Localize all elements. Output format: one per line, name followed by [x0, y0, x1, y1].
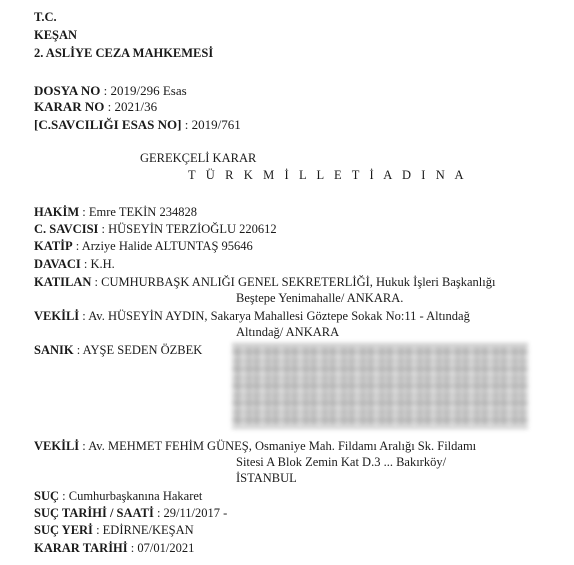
vekili-row-1	[34, 309, 470, 324]
katilan-row	[34, 275, 495, 290]
suc-tarihi-label: SUÇ TARİHİ / SAATİ	[34, 506, 154, 520]
sanik-value: : AYŞE SEDEN ÖZBEK	[76, 343, 203, 357]
hakim-label: HAKİM	[34, 205, 80, 219]
vekili-address-1: Altındağ/ ANKARA	[236, 325, 340, 339]
document-subtitle: T Ü R K M İ L L E T İ A D I N A	[188, 168, 468, 182]
karar-no-row	[34, 99, 157, 115]
karar-tarihi-label: KARAR TARİHİ	[34, 541, 128, 555]
redacted-block	[232, 343, 528, 429]
court-line-tc: T.C.	[34, 10, 57, 24]
vekili-row-2	[34, 439, 476, 454]
court-line-city: KEŞAN	[34, 28, 78, 42]
suc-tarihi-row	[34, 506, 227, 521]
katilan-address: Beştepe Yenimahalle/ ANKARA.	[236, 291, 404, 305]
katilan-label: KATILAN	[34, 275, 92, 289]
suc-yeri-label: SUÇ YERİ	[34, 523, 93, 537]
dosya-no-value: : 2019/296 Esas	[103, 83, 187, 98]
suc-yeri-row	[34, 523, 194, 538]
vekili-label-2: VEKİLİ	[34, 439, 80, 453]
suc-value: : Cumhurbaşkanına Hakaret	[62, 489, 203, 503]
suc-row	[34, 489, 202, 504]
hakim-value: : Emre TEKİN 234828	[82, 205, 197, 219]
katip-value: : Arziye Halide ALTUNTAŞ 95646	[75, 239, 253, 253]
dosya-no-label: DOSYA NO	[34, 83, 101, 98]
karar-no-value: : 2021/36	[107, 99, 158, 114]
savci-value: : HÜSEYİN TERZİOĞLU 220612	[101, 222, 277, 236]
document-title: GEREKÇELİ KARAR	[140, 151, 257, 165]
karar-tarihi-value: : 07/01/2021	[130, 541, 195, 555]
savci-row	[34, 222, 277, 237]
hakim-row	[34, 205, 197, 220]
savcilik-esas-label: [C.SAVCILIĞI ESAS NO]	[34, 117, 182, 132]
court-line-name: 2. ASLİYE CEZA MAHKEMESİ	[34, 46, 214, 60]
vekili-value-1: : Av. HÜSEYİN AYDIN, Sakarya Mahallesi Göztepe Sokak No:11 - Altındağ	[82, 309, 470, 323]
vekili-value-2: : Av. MEHMET FEHİM GÜNEŞ, Osmaniye Mah. Fildamı Aralığı Sk. Fildamı	[82, 439, 477, 453]
karar-tarihi-row	[34, 541, 194, 556]
vekili-address-2a: Sitesi A Blok Zemin Kat D.3 ... Bakırköy/	[236, 455, 447, 469]
redacted-texture	[236, 347, 524, 425]
davaci-value: : K.H.	[83, 257, 115, 271]
sanik-label: SANIK	[34, 343, 74, 357]
suc-yeri-value: : EDİRNE/KEŞAN	[96, 523, 194, 537]
vekili-address-2b: İSTANBUL	[236, 471, 297, 485]
vekili-label-1: VEKİLİ	[34, 309, 80, 323]
suc-tarihi-value: : 29/11/2017 -	[156, 506, 228, 520]
suc-label: SUÇ	[34, 489, 60, 503]
davaci-row	[34, 257, 115, 272]
savcilik-esas-row	[34, 117, 241, 133]
sanik-row	[34, 343, 202, 358]
dosya-no-row	[34, 83, 187, 99]
katilan-value: : CUMHURBAŞK ANLIĞI GENEL SEKRETERLİĞİ, Hukuk İşleri Başkanlığı	[94, 275, 496, 289]
savcilik-esas-value: : 2019/761	[184, 117, 241, 132]
davaci-label: DAVACI	[34, 257, 81, 271]
katip-row	[34, 239, 253, 254]
savci-label: C. SAVCISI	[34, 222, 99, 236]
katip-label: KATİP	[34, 239, 73, 253]
karar-no-label: KARAR NO	[34, 99, 105, 114]
